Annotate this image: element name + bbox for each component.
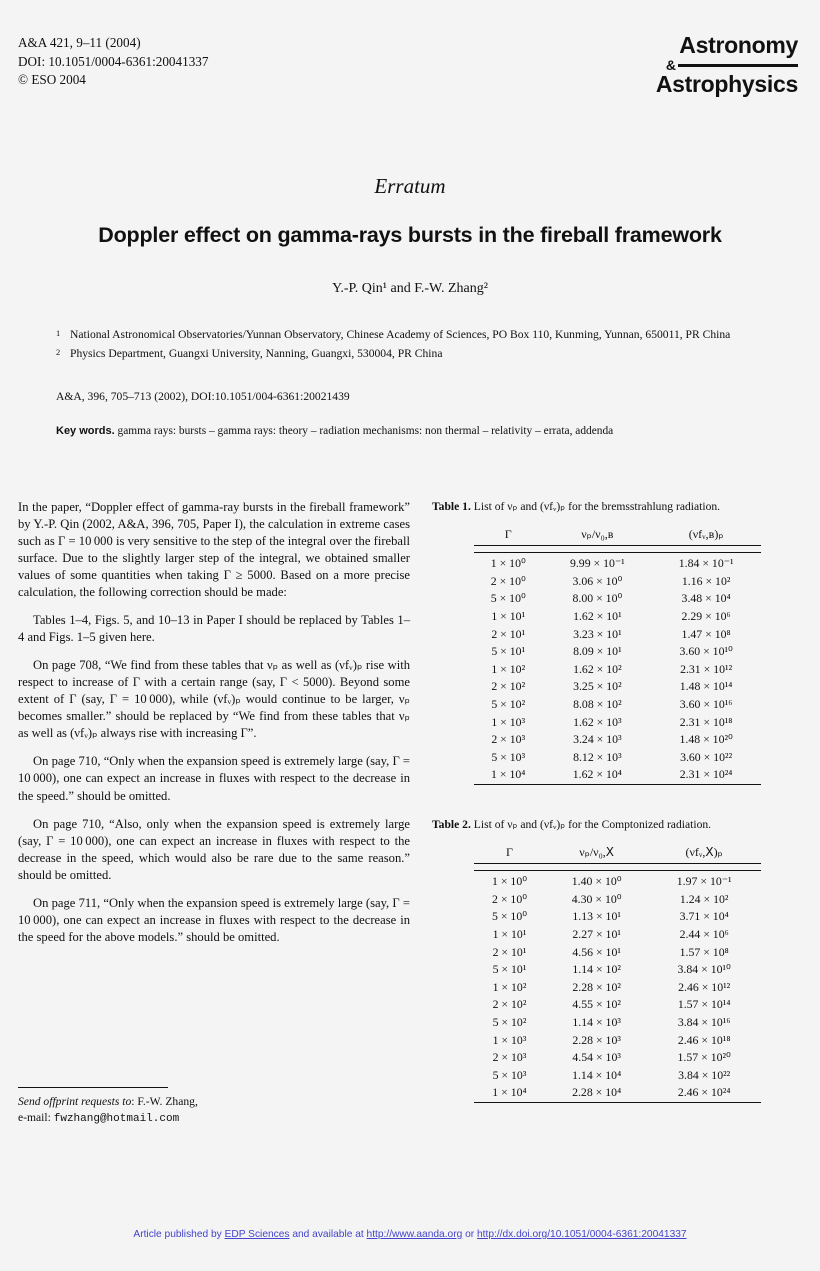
cell-nu: 1.62 × 10⁴ [572,767,622,782]
cell-gamma: 5 × 10³ [492,1067,527,1082]
footer-separator: or [462,1229,477,1240]
cell-nufnu: 3.60 × 10²² [680,749,733,764]
cell-nufnu: 2.46 × 10²⁴ [677,1085,731,1100]
cell-gamma: 1 × 10⁴ [491,767,526,782]
table-row [474,943,761,961]
table-2-col-header-gamma: Γ [474,843,546,864]
cell-nufnu: 1.47 × 10⁸ [681,626,731,641]
table-row [474,748,761,766]
doi-url-link[interactable]: http://dx.doi.org/10.1051/0004-6361:20041337 [477,1229,687,1240]
aanda-url-link[interactable]: http://www.aanda.org [366,1229,463,1240]
cell-gamma: 2 × 10⁰ [490,573,526,588]
table-2-bottom-rule [474,1102,761,1105]
table-1-col-header-nufnu: (νfᵥ,ʙ)ₚ [652,525,761,546]
logo-astronomy-text: Astronomy [679,32,798,58]
cell-nu: 4.30 × 10⁰ [571,891,622,906]
paragraph: In the paper, “Doppler effect of gamma-ray bursts in the fireball framework” by Y.-P. Qin (2002, A&A, 396, 705, Paper I), the calculation in extreme cases such as Γ = 10 000 is very sensitive to the step of the integral over the fireball surface. Due to the slightly larger step of the integral, we obtained smaller values of some quantities when taking Γ ≥ 5000. Based on a more precise calculation, the following correction should be made: [18,499,410,599]
offprint-label: Send offprint requests to [18,1094,132,1108]
table-1-caption-text: List of νₚ and (νfᵥ)ₚ for the bremsstrahlung radiation. [470,499,721,513]
email-label: e-mail: [18,1111,51,1125]
table-row [474,573,761,591]
right-column [432,499,802,1105]
cell-gamma: 2 × 10⁰ [491,891,527,906]
table-1-body [474,553,761,784]
table-row [474,1084,761,1102]
cell-nufnu: 1.84 × 10⁻¹ [678,556,734,571]
journal-reference [18,34,208,90]
cell-nu: 2.28 × 10⁴ [572,1085,622,1100]
table-1-top-rule [474,546,761,553]
table-row [474,625,761,643]
logo-astrophysics-text: Astrophysics [655,71,798,97]
cell-gamma: 5 × 10⁰ [491,909,527,924]
cell-gamma: 1 × 10¹ [492,927,527,942]
keywords-text: gamma rays: bursts – gamma rays: theory – radiation mechanisms: non thermal – relativity – errata, addenda [117,424,614,437]
cell-nu: 8.09 × 10¹ [573,644,622,659]
cell-gamma: 1 × 10¹ [491,609,526,624]
table-row [474,766,761,784]
table-row [474,608,761,626]
cell-nufnu: 2.44 × 10⁶ [679,927,729,942]
cell-nu: 1.14 × 10² [572,962,621,977]
cell-nufnu: 3.84 × 10¹⁶ [677,1015,731,1030]
table-row [474,661,761,679]
table-1-label: Table 1. [432,499,471,513]
cell-gamma: 5 × 10² [492,1015,527,1030]
table-row [474,713,761,731]
journal-logo [648,34,802,96]
cell-nu: 4.54 × 10³ [572,1050,621,1065]
logo-middle-row [648,58,798,72]
publisher-footer [0,1229,820,1240]
cell-nufnu: 3.84 × 10²² [678,1067,731,1082]
content-columns [0,499,820,1126]
section-label-erratum: Erratum [374,174,446,198]
table-row [474,891,761,909]
affiliation-item [56,327,764,344]
cell-gamma: 2 × 10² [491,679,526,694]
table-row [474,731,761,749]
footer-prefix: Article published by [133,1229,225,1240]
paragraph: On page 711, “Only when the expansion speed is extremely large (say, Γ = 10 000), one can expect an increase in fluxes with respect to the decrease in the speed for the above models.” should be omitted. [18,895,410,944]
rule-cell [474,546,761,553]
cell-gamma: 1 × 10² [491,661,526,676]
cell-nufnu: 1.57 × 10¹⁴ [677,997,731,1012]
cell-nufnu: 1.16 × 10² [681,573,731,588]
cell-nu: 2.28 × 10³ [572,1032,621,1047]
table-2-header-row [474,843,761,864]
table-2-top-rule [474,864,761,871]
cell-gamma: 1 × 10⁰ [490,556,526,571]
cell-nu: 2.28 × 10² [572,979,621,994]
cell-nu: 1.14 × 10⁴ [572,1067,622,1082]
cell-nufnu: 1.48 × 10¹⁴ [679,679,733,694]
table-row [474,1014,761,1032]
cell-gamma: 1 × 10³ [492,1032,527,1047]
cell-gamma: 5 × 10⁰ [490,591,526,606]
email-address: fwzhang@hotmail.com [53,1113,180,1126]
table-row [474,1031,761,1049]
edp-sciences-link[interactable]: EDP Sciences [224,1229,290,1240]
masthead [0,0,820,96]
logo-divider-rule [678,64,798,67]
footnote [18,1087,410,1128]
cell-gamma: 1 × 10⁴ [492,1085,527,1100]
table-row [474,979,761,997]
table-row [474,871,761,891]
cell-nufnu: 2.29 × 10⁶ [681,609,731,624]
cell-gamma: 1 × 10² [492,979,527,994]
table-2-caption-text: List of νₚ and (νfᵥ)ₚ for the Comptonized radiation. [470,817,712,831]
cell-nufnu: 1.97 × 10⁻¹ [676,874,732,889]
cell-gamma: 5 × 10² [491,696,526,711]
table-row [474,590,761,608]
cell-gamma: 2 × 10¹ [491,626,526,641]
cell-nu: 1.13 × 10¹ [572,909,621,924]
journal-doi-line: DOI: 10.1051/0004-6361:20041337 [18,53,209,69]
footnote-text [18,1094,410,1128]
table-row [474,678,761,696]
cell-nu: 3.25 × 10² [573,679,622,694]
cell-nu: 1.14 × 10³ [572,1015,621,1030]
cell-nufnu: 3.84 × 10¹⁰ [677,962,731,977]
footnote-divider [18,1087,168,1088]
paragraph: On page 710, “Only when the expansion speed is extremely large (say, Γ = 10 000), one can expect an increase in fluxes with respect to the decrease in the speed.” should be omitted. [18,754,410,803]
cell-gamma: 2 × 10³ [492,1050,527,1065]
cell-gamma: 1 × 10³ [491,714,526,729]
cell-nu: 4.55 × 10² [572,997,621,1012]
table-2-caption [432,817,802,833]
table-row [474,643,761,661]
affiliation-marker: 1 [56,329,61,338]
cell-nufnu: 1.48 × 10²⁰ [679,732,733,747]
cell-nu: 3.06 × 10⁰ [572,573,623,588]
table-row [474,961,761,979]
title-block [0,174,820,297]
journal-copyright-line: © ESO 2004 [18,72,86,88]
cell-gamma: 5 × 10¹ [492,962,527,977]
author-list: Y.-P. Qin¹ and F.-W. Zhang² [332,281,488,296]
journal-volume-line: A&A 421, 9–11 (2004) [18,35,141,50]
affiliation-text: Physics Department, Guangxi University, Nanning, Guangxi, 530004, PR China [70,346,443,360]
cell-gamma: 2 × 10¹ [492,944,527,959]
page-title: Doppler effect on gamma-rays bursts in the fireball framework [98,223,722,247]
cell-nu: 8.08 × 10² [573,696,622,711]
table-row [474,553,761,573]
cell-nufnu: 2.46 × 10¹² [678,979,731,994]
cell-nu: 3.24 × 10³ [573,732,622,747]
affiliation-marker: 2 [56,347,61,357]
cell-nu: 2.27 × 10¹ [572,927,621,942]
table-spacer [432,787,802,817]
table-row [474,696,761,714]
cell-nu: 1.62 × 10¹ [573,609,622,624]
cell-nu: 1.62 × 10² [573,661,622,676]
cell-nu: 1.40 × 10⁰ [571,874,622,889]
table-row [474,1049,761,1067]
offprint-recipient: : F.-W. Zhang, [131,1094,198,1108]
cell-gamma: 2 × 10³ [491,732,526,747]
rule-cell [474,1102,761,1105]
cell-nu: 9.99 × 10⁻¹ [569,556,625,571]
cell-nufnu: 3.60 × 10¹⁰ [679,644,733,659]
table-row [474,996,761,1014]
affiliation-item [56,346,764,363]
cell-nu: 8.00 × 10⁰ [572,591,623,606]
table-1-col-header-nu: νₚ/ν₀,ʙ [543,525,652,546]
table-row [474,1067,761,1085]
paragraph: On page 708, “We find from these tables that νₚ as well as (νfᵥ)ₚ rise with respect to increase of Γ with a certain range (say, Γ < 5000). Beyond some extent of Γ (say, Γ = 10 000), while (νfᵥ)ₚ would continue to be larger, νₚ becomes smaller.” should be replaced by “We find from these tables that νₚ as well as (νfᵥ)ₚ always rise with increasing Γ”. [18,658,410,741]
cell-nufnu: 3.60 × 10¹⁶ [679,696,733,711]
cell-gamma: 1 × 10⁰ [491,874,527,889]
table-2-body [474,871,761,1102]
logo-ampersand: & [665,57,676,73]
left-column [18,499,410,1126]
cell-nufnu: 2.31 × 10²⁴ [679,767,733,782]
table-row [474,926,761,944]
cell-nu: 3.23 × 10¹ [573,626,622,641]
affiliation-text: National Astronomical Observatories/Yunnan Observatory, Chinese Academy of Sciences, PO Box 110, Kunming, Yunnan, 650011, PR China [70,328,731,341]
cell-nufnu: 1.57 × 10²⁰ [677,1050,731,1065]
cell-nufnu: 3.48 × 10⁴ [681,591,731,606]
cell-nu: 4.56 × 10¹ [572,944,621,959]
table-1 [474,525,761,786]
rule-cell [474,864,761,871]
keywords-line [56,425,764,437]
keywords-label: Key words. [56,424,115,437]
affiliation-list [56,327,764,363]
table-1-col-header-gamma: Γ [474,525,543,546]
cell-nu: 8.12 × 10³ [573,749,622,764]
cell-nufnu: 2.31 × 10¹² [680,661,733,676]
cell-nufnu: 3.71 × 10⁴ [679,909,729,924]
cell-gamma: 5 × 10¹ [491,644,526,659]
cell-nufnu: 1.24 × 10² [679,891,729,906]
cell-gamma: 2 × 10² [492,997,527,1012]
table-row [474,908,761,926]
body-text [18,499,410,946]
cell-nu: 1.62 × 10³ [573,714,622,729]
table-2-col-header-nufnu: (νfᵥ,ꓫ)ₚ [648,843,761,864]
table-1-caption [432,499,802,515]
table-2 [474,843,761,1104]
cell-nufnu: 1.57 × 10⁸ [679,944,729,959]
table-2-label: Table 2. [432,817,471,831]
paragraph: Tables 1–4, Figs. 5, and 10–13 in Paper I should be replaced by Tables 1–4 and Figs. 1–5 given here. [18,612,410,645]
cell-nufnu: 2.31 × 10¹⁸ [679,714,733,729]
table-1-header-row [474,525,761,546]
cell-gamma: 5 × 10³ [491,749,526,764]
table-2-col-header-nu: νₚ/ν₀,ꓫ [545,843,647,864]
footer-middle: and available at [289,1229,367,1240]
cell-nufnu: 2.46 × 10¹⁸ [677,1032,731,1047]
previous-paper-reference: A&A, 396, 705–713 (2002), DOI:10.1051/004-6361:20021439 [56,389,350,403]
paragraph: On page 710, “Also, only when the expansion speed is extremely large (say, Γ = 10 000), one can expect an increase in fluxes with respect to the decrease in the speed, which would also be rare due to the same reason.” should be omitted. [18,816,410,882]
